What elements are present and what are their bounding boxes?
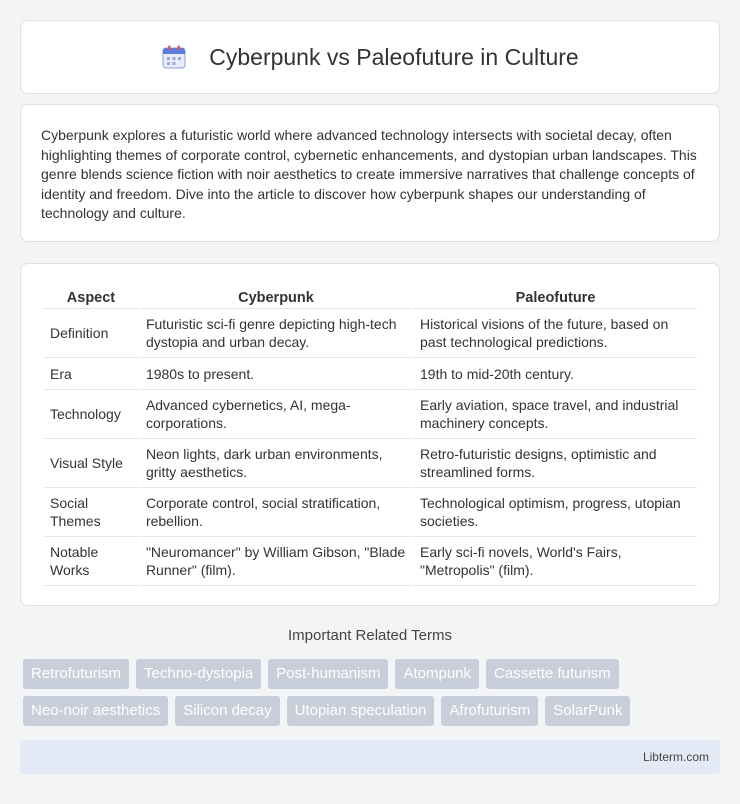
- tag-utopian-speculation[interactable]: Utopian speculation: [287, 696, 435, 726]
- header-cyberpunk: Cyberpunk: [140, 284, 412, 309]
- cell-paleofuture: Early aviation, space travel, and industrial machinery concepts.: [414, 390, 697, 439]
- header: [21, 21, 719, 93]
- tag-retrofuturism[interactable]: Retrofuturism: [23, 659, 129, 689]
- table-row: [44, 488, 697, 537]
- table-row: [44, 309, 697, 358]
- comparison-table-card: [20, 263, 720, 606]
- related-terms-tags: [23, 659, 723, 733]
- cell-paleofuture: Technological optimism, progress, utopian societies.: [414, 488, 697, 537]
- cell-aspect: Notable Works: [44, 537, 138, 586]
- cell-aspect: Era: [44, 358, 138, 390]
- page-title: Cyberpunk vs Paleofuture in Culture: [209, 43, 579, 70]
- cell-paleofuture: Retro-futuristic designs, optimistic and streamlined forms.: [414, 439, 697, 488]
- header-aspect: Aspect: [44, 284, 138, 309]
- table-row: [44, 390, 697, 439]
- tag-afrofuturism[interactable]: Afrofuturism: [441, 696, 538, 726]
- cell-cyberpunk: 1980s to present.: [140, 358, 412, 390]
- cell-paleofuture: Historical visions of the future, based on past technological predictions.: [414, 309, 697, 358]
- cell-cyberpunk: Advanced cybernetics, AI, mega-corporations.: [140, 390, 412, 439]
- table-row: [44, 439, 697, 488]
- tag-solarpunk[interactable]: SolarPunk: [545, 696, 630, 726]
- calendar-icon: [161, 44, 187, 70]
- tag-techno-dystopia[interactable]: Techno-dystopia: [136, 659, 261, 689]
- tag-neo-noir-aesthetics[interactable]: Neo-noir aesthetics: [23, 696, 168, 726]
- tag-post-humanism[interactable]: Post-humanism: [268, 659, 388, 689]
- footer: [20, 740, 720, 774]
- cell-paleofuture: Early sci-fi novels, World's Fairs, "Metropolis" (film).: [414, 537, 697, 586]
- comparison-table: [42, 284, 699, 586]
- cell-paleofuture: 19th to mid-20th century.: [414, 358, 697, 390]
- cell-aspect: Visual Style: [44, 439, 138, 488]
- cell-cyberpunk: Corporate control, social stratification, rebellion.: [140, 488, 412, 537]
- cell-cyberpunk: "Neuromancer" by William Gibson, "Blade Runner" (film).: [140, 537, 412, 586]
- table-row: [44, 358, 697, 390]
- tag-row: [23, 696, 723, 726]
- table-row: [44, 537, 697, 586]
- intro-card: [20, 104, 720, 242]
- cell-cyberpunk: Neon lights, dark urban environments, gritty aesthetics.: [140, 439, 412, 488]
- intro-paragraph: Cyberpunk explores a futuristic world where advanced technology intersects with societal decay, often highlighting themes of corporate control, cybernetic enhancements, and dystopian urban landscapes. This genre blends science fiction with noir aesthetics to create immersive narratives that challenge concepts of identity and freedom. Dive into the article to discover how cyberpunk shapes our understanding of technology and culture.: [41, 127, 697, 221]
- header-paleofuture: Paleofuture: [414, 284, 697, 309]
- tag-atompunk[interactable]: Atompunk: [395, 659, 479, 689]
- related-terms-title: Important Related Terms: [288, 627, 452, 644]
- tag-silicon-decay[interactable]: Silicon decay: [175, 696, 279, 726]
- tag-row: [23, 659, 723, 689]
- header-card: [20, 20, 720, 94]
- cell-aspect: Definition: [44, 309, 138, 358]
- footer-site-link[interactable]: Libterm.com: [642, 750, 709, 764]
- tag-cassette-futurism[interactable]: Cassette futurism: [486, 659, 619, 689]
- table-header-row: [44, 284, 697, 309]
- cell-aspect: Technology: [44, 390, 138, 439]
- cell-aspect: Social Themes: [44, 488, 138, 537]
- cell-cyberpunk: Futuristic sci-fi genre depicting high-tech dystopia and urban decay.: [140, 309, 412, 358]
